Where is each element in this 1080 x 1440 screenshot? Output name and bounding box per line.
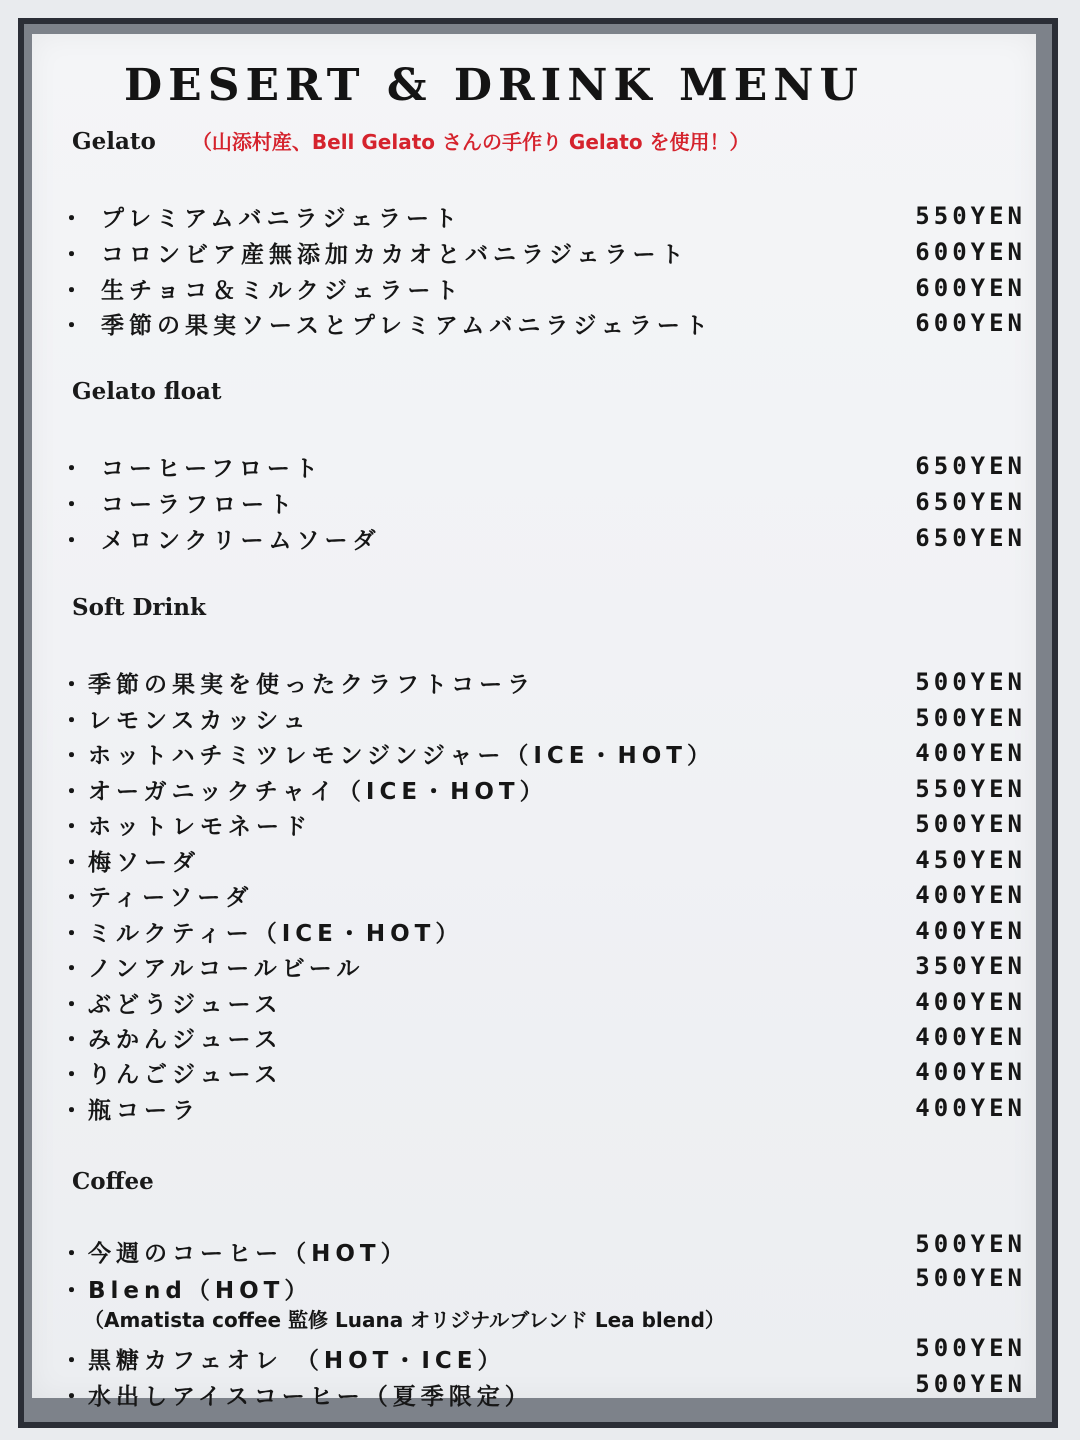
menu-item: ・ コロンビア産無添加カカオとバニラジェラート — [60, 242, 689, 268]
menu-item: ・Blend（HOT） — [60, 1278, 313, 1304]
section-heading-soft-drink: Soft Drink — [72, 594, 206, 621]
menu-item-price: 400YEN — [915, 881, 1026, 909]
menu-item: ・ホットハチミツレモンジンジャー（ICE・HOT） — [60, 743, 715, 769]
menu-item: ・ メロンクリームソーダ — [60, 528, 381, 554]
menu-item-price: 400YEN — [915, 988, 1026, 1016]
menu-item-price: 450YEN — [915, 846, 1026, 874]
menu-item: ・水出しアイスコーヒー（夏季限定） — [60, 1384, 533, 1410]
menu-item: ・ 生チョコ＆ミルクジェラート — [60, 278, 464, 304]
blend-note: （Amatista coffee 監修 Luana オリジナルブレンド Lea blend） — [84, 1308, 725, 1332]
menu-sheet — [32, 34, 1036, 1410]
menu-item: ・瓶コーラ — [60, 1098, 200, 1124]
menu-item: ・ノンアルコールビール — [60, 956, 365, 982]
menu-item-price: 400YEN — [915, 1023, 1026, 1051]
menu-item-price: 350YEN — [915, 952, 1026, 980]
menu-item: ・ プレミアムバニラジェラート — [60, 206, 463, 232]
menu-item-price: 500YEN — [915, 668, 1026, 696]
menu-frame — [18, 18, 1058, 1428]
menu-item-price: 400YEN — [915, 1058, 1026, 1086]
menu-item-price: 500YEN — [915, 810, 1026, 838]
menu-item-price: 500YEN — [915, 1264, 1026, 1292]
menu-item-price: 650YEN — [915, 452, 1026, 480]
menu-item: ・オーガニックチャイ（ICE・HOT） — [60, 779, 548, 805]
menu-item: ・ぶどうジュース — [60, 992, 283, 1018]
menu-item-price: 600YEN — [915, 238, 1026, 266]
menu-title: DESERT & DRINK MENU — [124, 60, 864, 111]
menu-item: ・梅ソーダ — [60, 850, 200, 876]
menu-item-price: 600YEN — [915, 309, 1026, 337]
menu-item: ・ 季節の果実ソースとプレミアムバニラジェラート — [60, 313, 713, 339]
menu-item: ・ホットレモネード — [60, 814, 312, 840]
menu-item-price: 400YEN — [915, 739, 1026, 767]
menu-item-price: 500YEN — [915, 1370, 1026, 1398]
menu-item-price: 600YEN — [915, 274, 1026, 302]
menu-item-price: 500YEN — [915, 1334, 1026, 1362]
section-heading-gelato — [72, 126, 750, 155]
menu-item: ・りんごジュース — [60, 1062, 283, 1088]
menu-item-price: 500YEN — [915, 1230, 1026, 1258]
menu-item-price: 650YEN — [915, 524, 1026, 552]
menu-item: ・ミルクティー（ICE・HOT） — [60, 921, 464, 947]
menu-item-price: 500YEN — [915, 704, 1026, 732]
section-heading-coffee: Coffee — [72, 1168, 154, 1195]
menu-item: ・季節の果実を使ったクラフトコーラ — [60, 672, 536, 698]
menu-item-price: 650YEN — [915, 488, 1026, 516]
menu-item-price: 400YEN — [915, 1094, 1026, 1122]
section-title-gelato: Gelato — [72, 128, 156, 155]
section-heading-gelato-float: Gelato float — [72, 378, 222, 405]
menu-item: ・ コーラフロート — [60, 492, 298, 518]
menu-item-price: 550YEN — [915, 775, 1026, 803]
menu-item: ・みかんジュース — [60, 1027, 283, 1053]
menu-item-price: 400YEN — [915, 917, 1026, 945]
menu-item: ・黒糖カフェオレ （HOT・ICE） — [60, 1348, 506, 1374]
menu-item: ・ティーソーダ — [60, 885, 254, 911]
menu-item: ・ コーヒーフロート — [60, 456, 323, 482]
menu-item: ・レモンスカッシュ — [60, 708, 311, 734]
menu-item: ・今週のコーヒー（HOT） — [60, 1241, 409, 1267]
gelato-source-note: （山添村産、Bell Gelato さんの手作り Gelato を使用！） — [191, 130, 750, 154]
menu-item-price: 550YEN — [915, 202, 1026, 230]
